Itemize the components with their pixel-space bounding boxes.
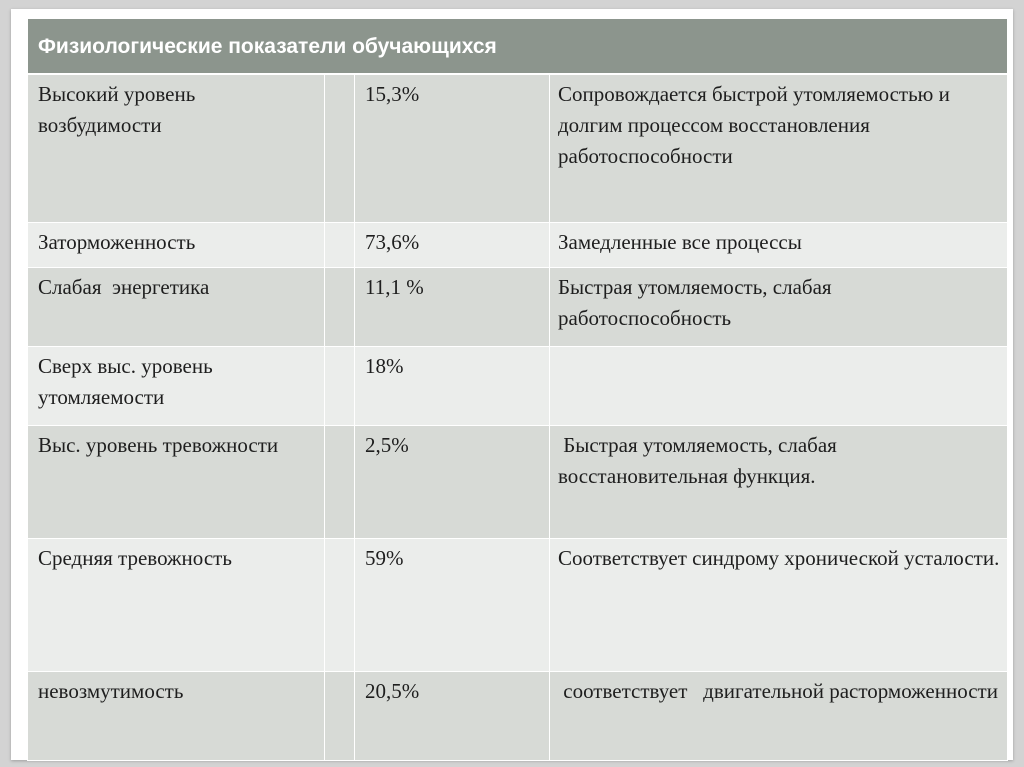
description-cell: Сопровождается быстрой утомляемостью и долгим процессом восстановления работоспособности bbox=[550, 74, 1008, 222]
value-cell: 59% bbox=[355, 538, 550, 671]
indicator-cell: Высокий уровень возбудимости bbox=[28, 74, 325, 222]
value-cell: 11,1 % bbox=[355, 267, 550, 346]
description-cell: Замедленные все процессы bbox=[550, 222, 1008, 267]
description-cell: Соответствует синдрому хронической усталости. bbox=[550, 538, 1008, 671]
spacer-cell bbox=[325, 222, 355, 267]
indicators-table bbox=[27, 18, 1008, 761]
value-cell: 15,3% bbox=[355, 74, 550, 222]
indicator-cell: невозмутимость bbox=[28, 671, 325, 760]
slide bbox=[11, 9, 1013, 760]
indicator-cell: Заторможенность bbox=[28, 222, 325, 267]
spacer-cell bbox=[325, 671, 355, 760]
table-row bbox=[28, 267, 1008, 346]
table-row bbox=[28, 222, 1008, 267]
table-row bbox=[28, 74, 1008, 222]
table-title: Физиологические показатели обучающихся bbox=[28, 19, 1008, 75]
indicator-cell: Сверх выс. уровень утомляемости bbox=[28, 346, 325, 425]
description-cell bbox=[550, 346, 1008, 425]
value-cell: 73,6% bbox=[355, 222, 550, 267]
spacer-cell bbox=[325, 538, 355, 671]
value-cell: 20,5% bbox=[355, 671, 550, 760]
spacer-cell bbox=[325, 425, 355, 538]
spacer-cell bbox=[325, 267, 355, 346]
indicator-cell: Выс. уровень тревожности bbox=[28, 425, 325, 538]
indicator-cell: Средняя тревожность bbox=[28, 538, 325, 671]
indicator-cell: Слабая энергетика bbox=[28, 267, 325, 346]
value-cell: 18% bbox=[355, 346, 550, 425]
table-row bbox=[28, 346, 1008, 425]
spacer-cell bbox=[325, 346, 355, 425]
description-cell: Быстрая утомляемость, слабая работоспособность bbox=[550, 267, 1008, 346]
table-header-row bbox=[28, 19, 1008, 75]
description-cell: соответствует двигательной расторможенности bbox=[550, 671, 1008, 760]
table-row bbox=[28, 425, 1008, 538]
description-cell: Быстрая утомляемость, слабая восстановительная функция. bbox=[550, 425, 1008, 538]
spacer-cell bbox=[325, 74, 355, 222]
table-row bbox=[28, 671, 1008, 760]
value-cell: 2,5% bbox=[355, 425, 550, 538]
table-row bbox=[28, 538, 1008, 671]
